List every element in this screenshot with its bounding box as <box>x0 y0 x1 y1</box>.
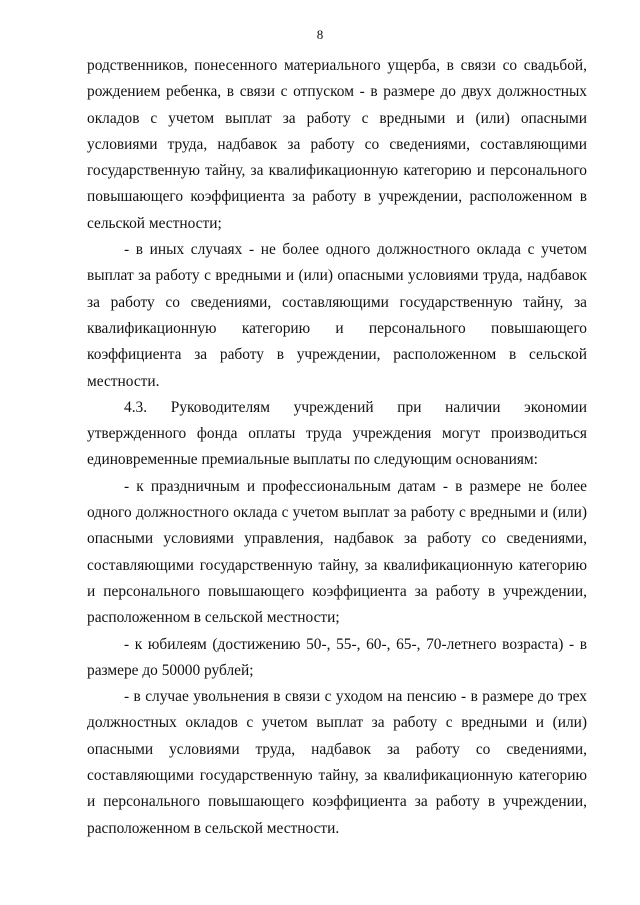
page-number: 8 <box>316 27 324 42</box>
paragraph-holiday-dates: - к праздничным и профессиональным датам - в размере не более одного должностного оклада с учетом выплат за работу с вредными и (или) опасными условиями управления, надбавок за работу со сведениями, составляющими государственную тайну, за квалификационную категорию и персонального повышающего коэффициента за работу в учреждении, расположенном в сельской местности; <box>87 477 587 627</box>
document-body <box>87 53 587 842</box>
paragraph-anniversaries: - к юбилеям (достижению 50-, 55-, 60-, 65-, 70-летнего возраста) - в размере до 50000 рублей; <box>87 635 587 679</box>
paragraph-continuation: родственников, понесенного материального ущерба, в связи со свадьбой, рождением ребенка, в связи с отпуском - в размере до двух должностных окладов с учетом выплат за работу с вредными и (или) опасными условиями труда, надбавок за работу со сведениями, составляющими государственную тайну, за квалификационную категорию и персонального повышающего коэффициента за работу в учреждении, расположенном в сельской местности; <box>87 57 587 232</box>
paragraph-other-cases: - в иных случаях - не более одного должностного оклада с учетом выплат за работу с вредными и (или) опасными условиями труда, надбавок за работу со сведениями, составляющими государственную тайну, за квалификационную категорию и персонального повышающего коэффициента за работу в учреждении, расположенном в сельской местности. <box>87 241 587 390</box>
paragraph-section-4-3: 4.3. Руководителям учреждений при наличии экономии утвержденного фонда оплаты труда учреждения могут производиться единовременные премиальные выплаты по следующим основаниям: <box>87 398 587 469</box>
paragraph-retirement: - в случае увольнения в связи с уходом на пенсию - в размере до трех должностных окладов с учетом выплат за работу с вредными и (или) опасными условиями труда, надбавок за работу со сведениями, составляющими государственную тайну, за квалификационную категорию и персонального повышающего коэффициента за работу в учреждении, расположенном в сельской местности. <box>87 688 587 837</box>
